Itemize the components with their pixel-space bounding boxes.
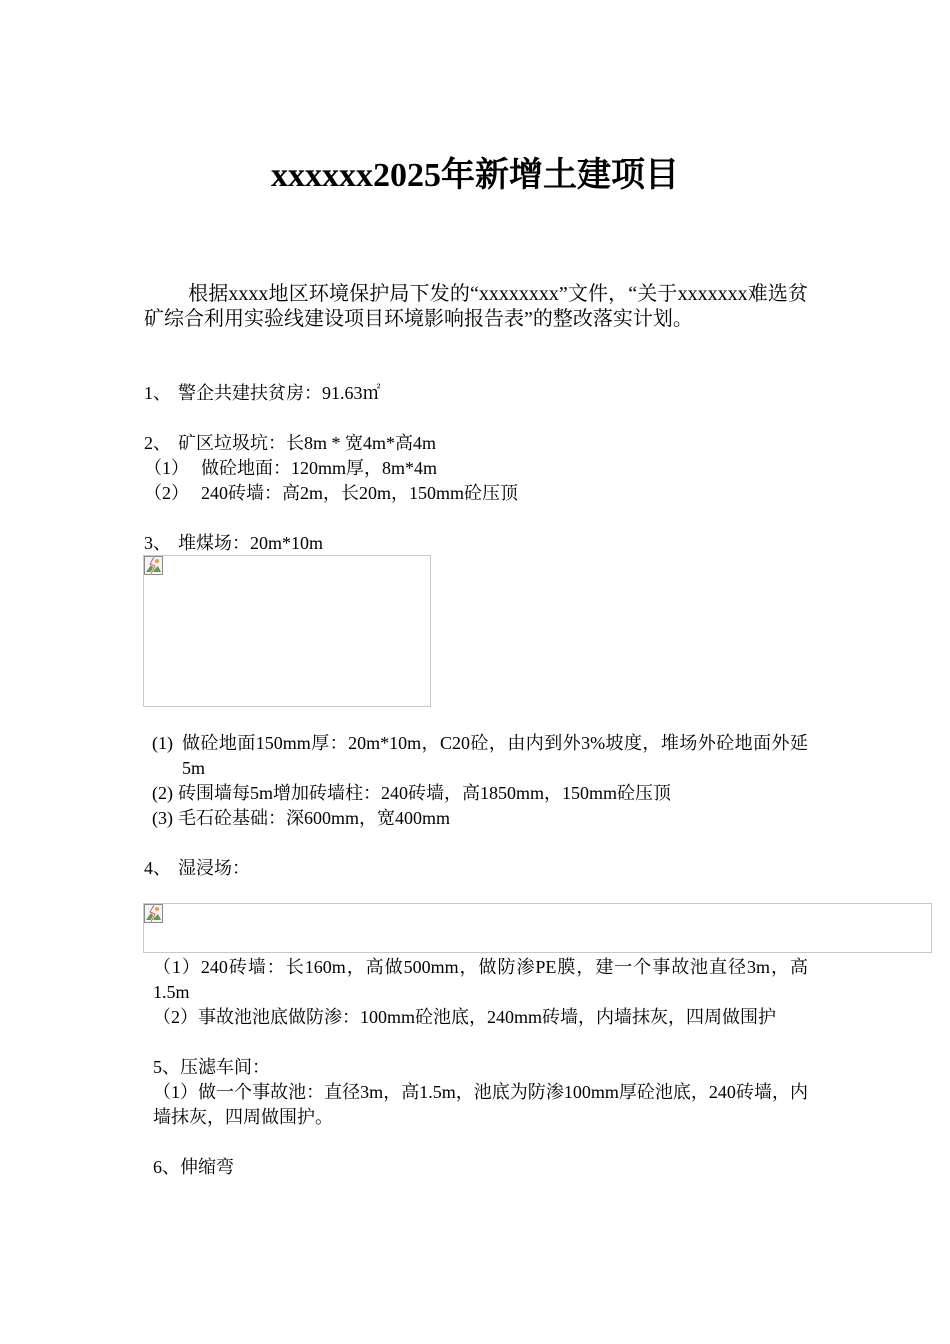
section-4-text: 湿浸场： xyxy=(178,858,250,878)
section-3-item-1-number: (1) xyxy=(152,733,173,753)
section-2 xyxy=(144,431,436,456)
section-1 xyxy=(144,381,381,406)
section-2-item-2 xyxy=(144,481,518,506)
leaching-yard-image xyxy=(143,903,932,953)
section-4-item-2: （2）事故池池底做防渗：100mm砼池底，240mm砖墙，内墙抹灰，四周做围护 xyxy=(153,1007,777,1027)
section-1-text: 警企共建扶贫房：91.63㎡ xyxy=(178,383,381,403)
section-3-item-3-number: (3) xyxy=(152,808,173,828)
section-3-item-1 xyxy=(152,731,808,781)
section-3-item-2 xyxy=(152,781,671,806)
intro-paragraph xyxy=(144,282,808,332)
section-3-number: 3、 xyxy=(144,533,171,553)
broken-image-icon xyxy=(144,556,163,575)
document-title: xxxxxx2025年新增土建项目 xyxy=(271,157,679,194)
section-1-number: 1、 xyxy=(144,383,171,403)
intro-text: 根据xxxx地区环境保护局下发的“xxxxxxxx”文件，“关于xxxxxxx难选贫矿综合利用实验线建设项目环境影响报告表”的整改落实计划。 xyxy=(144,283,808,330)
section-3 xyxy=(144,531,323,556)
section-5-heading: 5、压滤车间： xyxy=(153,1057,270,1077)
broken-image-icon xyxy=(144,904,163,923)
section-3-item-2-number: (2) xyxy=(152,783,173,803)
section-4 xyxy=(144,856,250,881)
section-3-item-3 xyxy=(152,806,450,831)
section-2-number: 2、 xyxy=(144,433,171,453)
section-3-item-3-text: 毛石砼基础：深600mm，宽400mm xyxy=(178,808,451,828)
section-2-item-2-text: 240砖墙：高2m，长20m，150mm砼压顶 xyxy=(201,483,519,503)
section-2-item-1 xyxy=(144,456,437,481)
section-2-text: 矿区垃圾坑：长8m * 宽4m*高4m xyxy=(178,433,437,453)
section-5-item-1: （1）做一个事故池：直径3m，高1.5m，池底为防渗100mm厚砼池底，240砖墙，内墙抹灰，四周做围护。 xyxy=(153,1082,808,1127)
section-6-heading: 6、伸缩弯 xyxy=(153,1157,234,1177)
section-2-item-1-text: 做砼地面：120mm厚，8m*4m xyxy=(201,458,438,478)
coal-yard-image xyxy=(143,555,431,707)
section-2-item-1-number: （1） xyxy=(144,458,189,478)
section-4-item-1: （1）240砖墙：长160m，高做500mm，做防渗PE膜，建一个事故池直径3m，高1.5m xyxy=(153,957,808,1002)
section-3-item-1-text: 做砼地面150mm厚：20m*10m，C20砼，由内到外3%坡度，堆场外砼地面外延5m xyxy=(182,733,808,778)
section-3-item-2-text: 砖围墙每5m增加砖墙柱：240砖墙，高1850mm，150mm砼压顶 xyxy=(178,783,672,803)
section-2-item-2-number: （2） xyxy=(144,483,189,503)
section-3-text: 堆煤场：20m*10m xyxy=(178,533,324,553)
section-4-number: 4、 xyxy=(144,858,171,878)
